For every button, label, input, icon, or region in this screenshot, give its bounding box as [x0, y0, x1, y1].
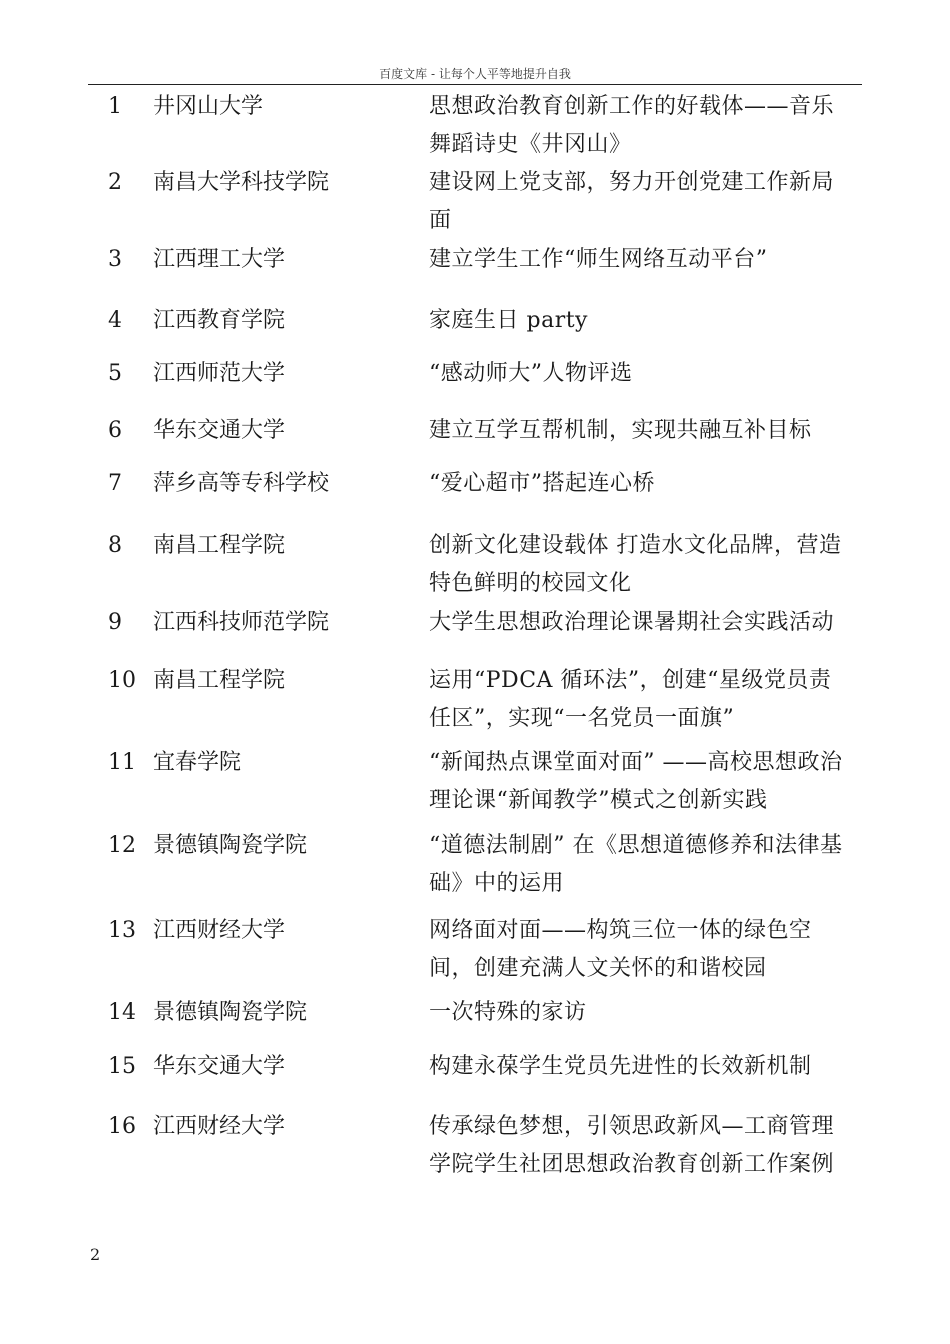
school-name: 南昌大学科技学院	[153, 170, 330, 195]
case-title: 构建永葆学生党员先进性的长效新机制	[429, 1054, 812, 1079]
case-title: 传承绿色梦想，引领思政新风—工商管理学院学生社团思想政治教育创新工作案例	[429, 1114, 835, 1177]
school-name: 江西教育学院	[153, 308, 286, 333]
row-number: 7	[108, 471, 122, 496]
school-name: 景德镇陶瓷学院	[153, 833, 308, 858]
school-name: 景德镇陶瓷学院	[153, 1000, 308, 1025]
case-title: “新闻热点课堂面对面” ——高校思想政治理论课“新闻教学”模式之创新实践	[429, 750, 843, 813]
row-number: 13	[108, 918, 136, 943]
row-number: 5	[108, 361, 122, 386]
school-name: 江西财经大学	[153, 918, 286, 943]
school-name: 南昌工程学院	[153, 533, 286, 558]
school-name: 华东交通大学	[153, 418, 286, 443]
case-title: 思想政治教育创新工作的好载体——音乐舞蹈诗史《井冈山》	[429, 94, 835, 157]
case-title: 家庭生日 party	[429, 308, 588, 333]
row-number: 1	[108, 94, 122, 119]
row-number: 12	[108, 833, 136, 858]
school-name: 江西师范大学	[153, 361, 286, 386]
row-number: 3	[108, 247, 122, 272]
row-number: 16	[108, 1114, 136, 1139]
case-title: 创新文化建设载体 打造水文化品牌，营造特色鲜明的校园文化	[429, 533, 842, 596]
case-title: “道德法制剧” 在《思想道德修养和法律基础》中的运用	[429, 833, 843, 896]
row-number: 11	[108, 750, 136, 775]
page-header: 百度文库 - 让每个人平等地提升自我	[88, 64, 862, 85]
school-name: 南昌工程学院	[153, 668, 286, 693]
case-title: 建立学生工作“师生网络互动平台”	[429, 247, 768, 272]
school-name: 江西科技师范学院	[153, 610, 330, 635]
row-number: 14	[108, 1000, 136, 1025]
case-title: 运用“PDCA 循环法”，创建“星级党员责任区”，实现“一名党员一面旗”	[429, 668, 832, 731]
case-title: 建立互学互帮机制，实现共融互补目标	[429, 418, 812, 443]
case-title: 建设网上党支部，努力开创党建工作新局面	[429, 170, 835, 233]
row-number: 15	[108, 1054, 136, 1079]
row-number: 8	[108, 533, 122, 558]
page-number: 2	[90, 1245, 101, 1264]
school-name: 华东交通大学	[153, 1054, 286, 1079]
row-number: 6	[108, 418, 122, 443]
school-name: 江西财经大学	[153, 1114, 286, 1139]
row-number: 9	[108, 610, 122, 635]
row-number: 10	[108, 668, 136, 693]
school-name: 萍乡高等专科学校	[153, 471, 330, 496]
row-number: 4	[108, 308, 122, 333]
school-name: 江西理工大学	[153, 247, 286, 272]
case-title: 网络面对面——构筑三位一体的绿色空间，创建充满人文关怀的和谐校园	[429, 918, 812, 981]
school-name: 宜春学院	[153, 750, 242, 775]
school-name: 井冈山大学	[153, 94, 264, 119]
row-number: 2	[108, 170, 122, 195]
case-title: “感动师大”人物评选	[429, 361, 633, 386]
case-title: 大学生思想政治理论课暑期社会实践活动	[429, 610, 835, 635]
case-title: “爱心超市”搭起连心桥	[429, 471, 655, 496]
case-title: 一次特殊的家访	[429, 1000, 587, 1025]
